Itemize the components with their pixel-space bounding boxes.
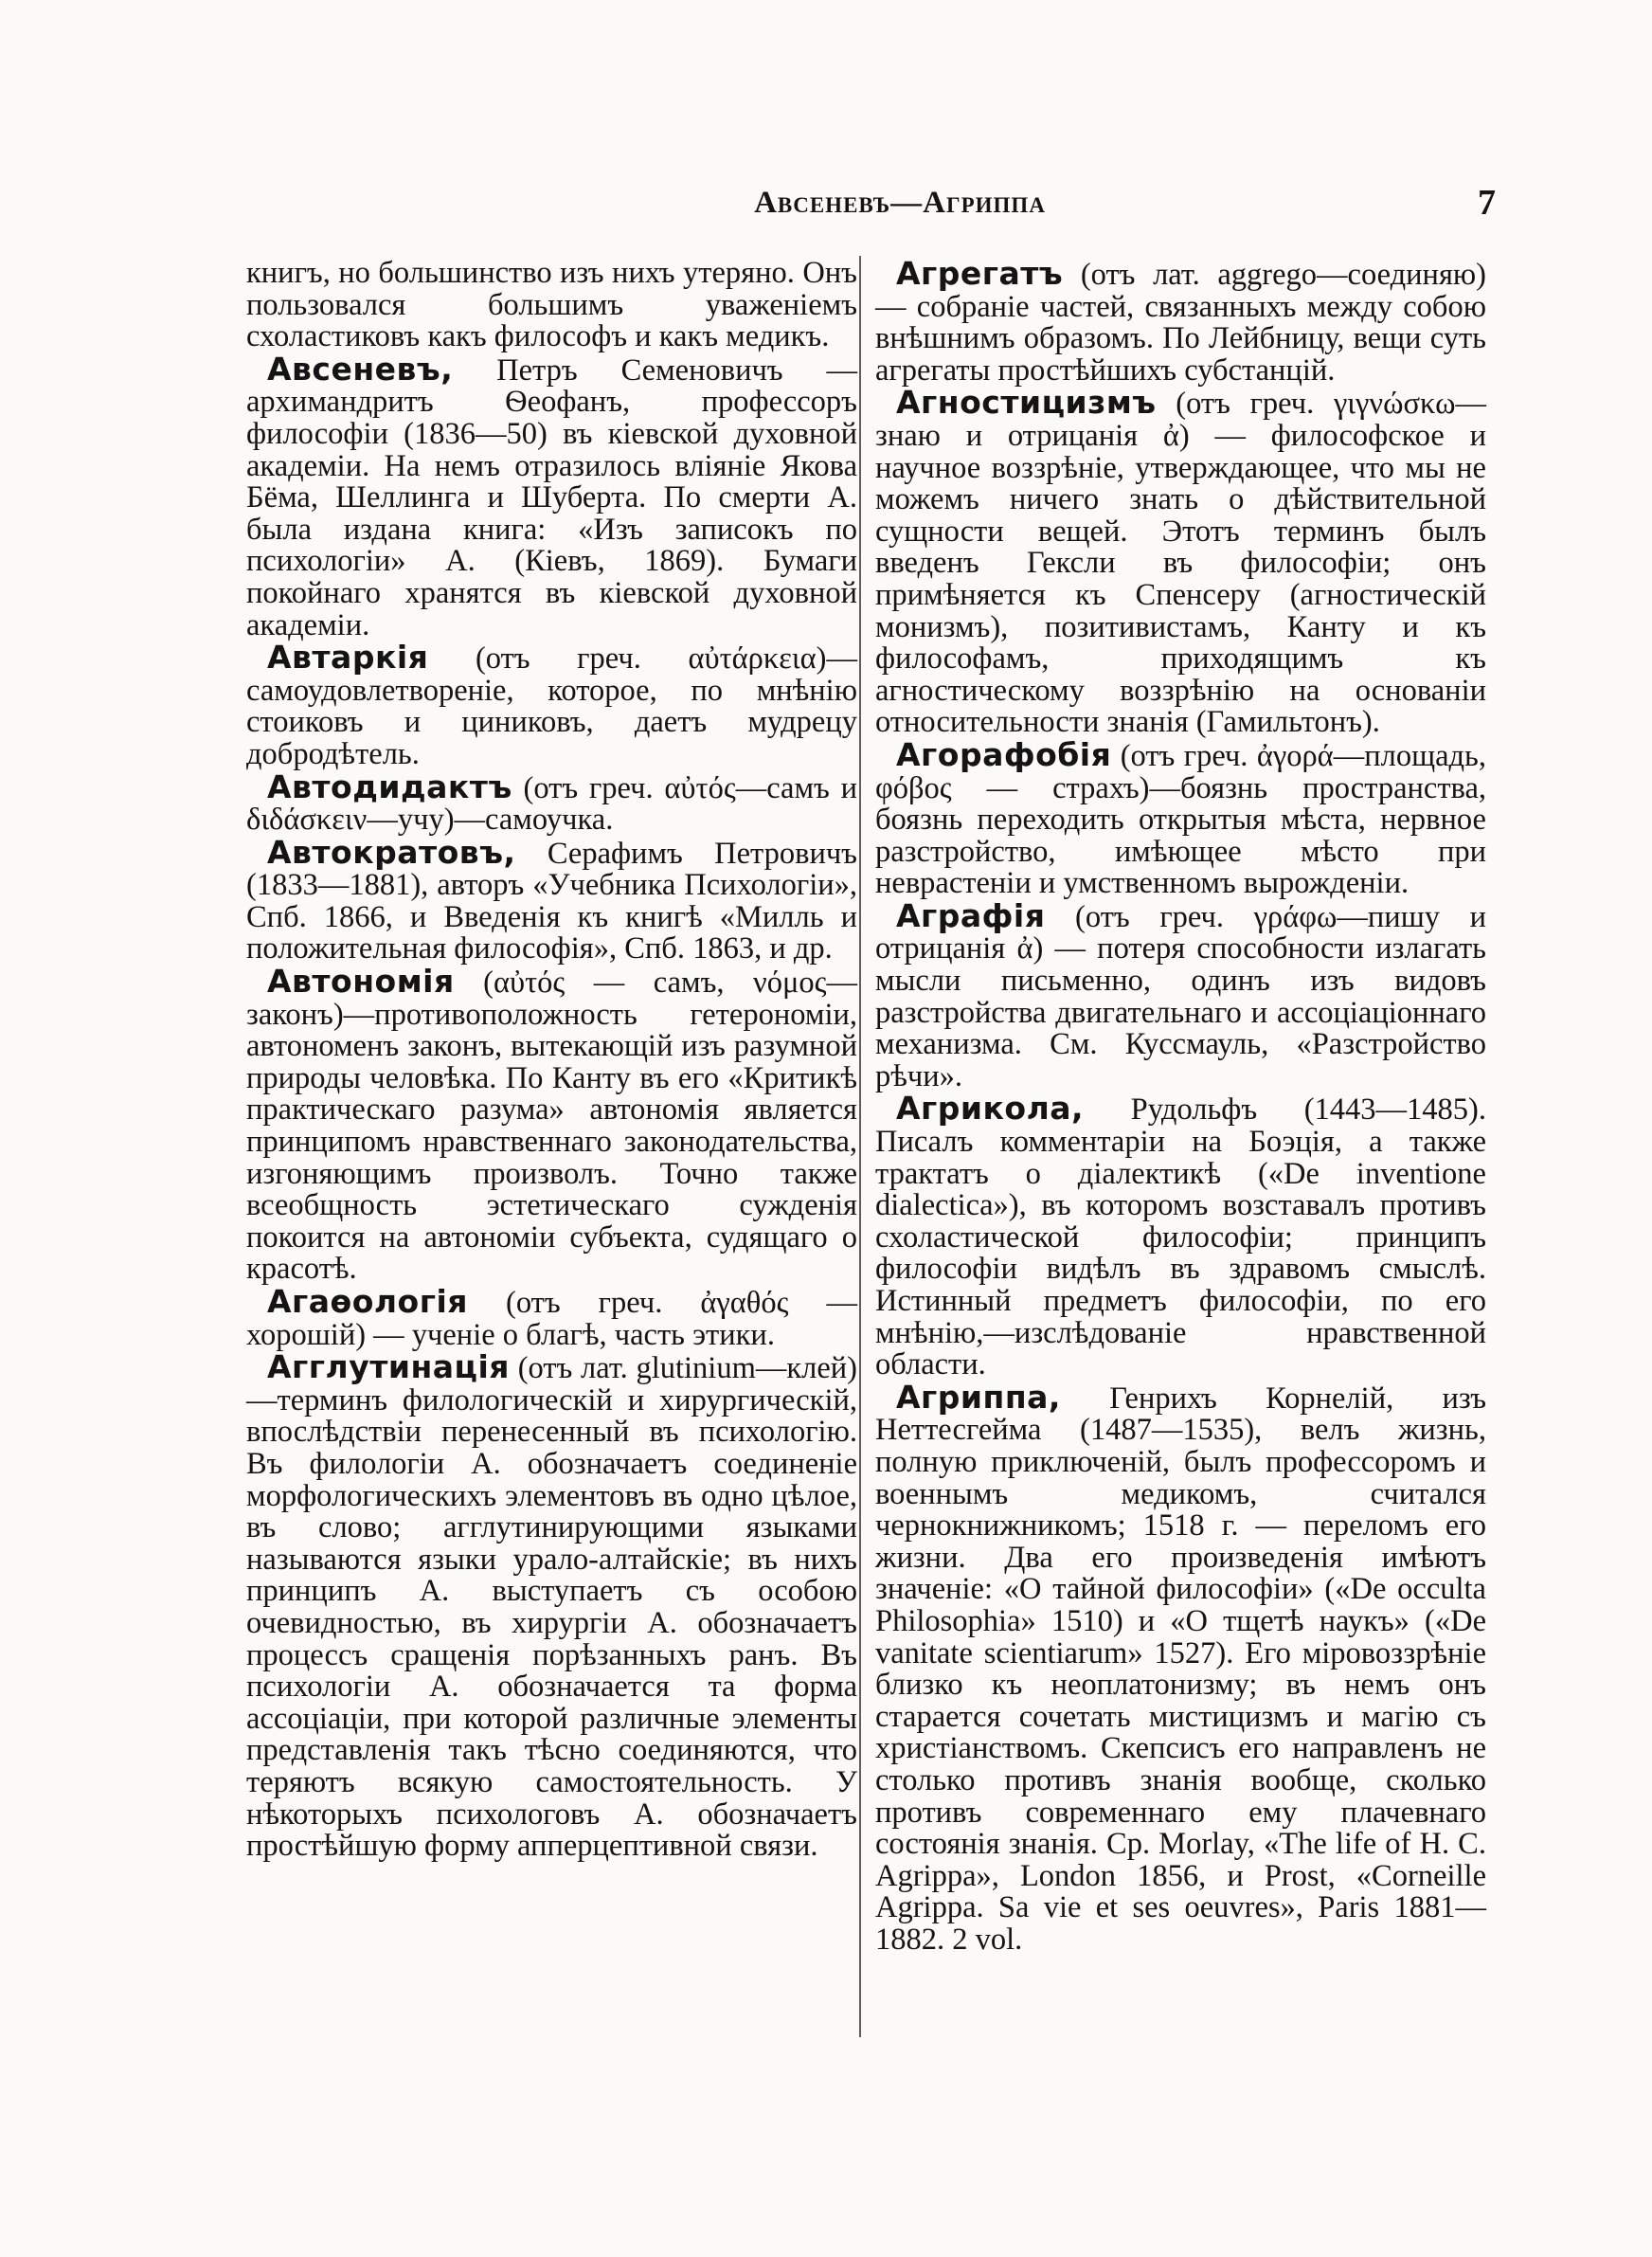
entry-text: (отъ греч. γράφω—пишу и отрицанія ἀ) — потеря способности излагать мысли письменно, одинъ изъ видовъ разстройства двигательнаго и ассоціаціоннаго механизма. См. Куссмауль, «Разстройство рѣчи». <box>875 899 1486 1093</box>
entry-text: (отъ греч. αὐτάρκεια)—самоудовлетвореніе, которое, по мнѣнію стоиковъ и циниковъ, даетъ мудрецу добродѣтель. <box>246 641 857 771</box>
page-number: 7 <box>1478 183 1496 223</box>
entry-text: (отъ греч. γιγνώσκω—знаю и отрицанія ἀ) — философское и научное воззрѣніе, утверждающее, что мы не можемъ ничего знать о дѣйствительной сущности вещей. Этотъ терминъ былъ введенъ Гексли въ философіи; онъ примѣняется къ Спенсеру (агностическій монизмъ), позитивистамъ, Канту и къ философамъ, приходящимъ къ агностическому воззрѣнію на основаніи относительности знанія (Гамильтонъ). <box>875 387 1486 740</box>
entry-text: (αὐτός — самъ, νόμος—законъ)—противоположность гетерономіи, автономенъ законъ, вытекающій изъ разумной природы человѣка. По Канту въ его «Критикѣ практическаго разума» автономія является принципомъ нравственнаго законодательства, изгоняющимъ произволъ. Точно также всеобщность эстетическаго сужденія покоится на автономіи субъекта, судящаго о красотѣ. <box>246 966 857 1287</box>
headword: Автономія <box>267 963 455 1001</box>
column-divider <box>859 256 861 2037</box>
entry-text: Генрихъ Корнелій, изъ Неттесгейма (1487—1535), велъ жизнь, полную приключеній, былъ профессоромъ и военнымъ медикомъ, считался чернокнижникомъ; 1518 г. — переломъ его жизни. Два его произведенія имѣютъ значеніе: «О тайной философіи» («De occulta Philosophia» 1510) и «О тщетѣ наукъ» («De vanitate scientiarum» 1527). Его міровоззрѣніе близко къ неоплатонизму; въ немъ онъ старается сочетать мистицизмъ и магію съ христіанствомъ. Скепсисъ его направленъ не столько противъ знанія вообще, сколько противъ современнаго ему плачевнаго состоянія знанія. Cp. Morlay, «The life of H. C. Agrippa», London 1856, и Prost, «Corneille Agrippa. Sa vie et ses oeuvres», Paris 1881—1882. 2 vol. <box>875 1381 1486 1957</box>
entry-text: (отъ лат. glutinium—клей)—терминъ филологическій и хирургическій, впослѣдствіи перенесенный въ психологію. Въ филологіи А. обозначаетъ соединеніе морфологическихъ элементовъ въ одно цѣлое, въ слово; агглутинирующими языками называются языки урало-алтайскіе; въ нихъ принципъ А. выступаетъ съ особою очевидностью, въ хирургіи А. обозначаетъ процессъ сращенія порѣзанныхъ ранъ. Въ психологіи А. обозначается та форма ассоціаціи, при которой различные элементы представленія такъ тѣсно соединяются, что теряютъ всякую самостоятельность. У нѣкоторыхъ психологовъ А. обозначаетъ простѣйшую форму апперцептивной связи. <box>246 1351 857 1864</box>
entry-agrippa <box>875 1378 1486 1957</box>
left-column <box>246 258 857 1863</box>
headword: Агаѳологія <box>267 1283 468 1320</box>
entry-continuation <box>246 258 857 353</box>
entry-text: (отъ лат. aggrego—соединяю) — собраніе частей, связанныхъ между собою внѣшнимъ образомъ. По Лейбницу, вещи суть агрегаты простѣйшихъ субстанцій. <box>875 258 1486 388</box>
entry-avtodidakt <box>246 767 857 838</box>
entry-text: Серафимъ Петровичъ (1833—1881), авторъ «Учебника Психологіи», Спб. 1866, и Введенія къ книгѣ «Милль и положительная философія», Спб. 1863, и др. <box>246 836 857 966</box>
entry-avtokratov <box>246 833 857 966</box>
entry-agrikola <box>875 1092 1486 1381</box>
entry-agathologia <box>246 1283 857 1352</box>
headword: Автаркія <box>267 639 429 677</box>
entry-agrafia <box>875 896 1486 1093</box>
headword: Авсеневъ, <box>267 350 454 388</box>
entry-text: (отъ греч. αὐτός—самъ и διδάσκειν—учу)—самоучка. <box>246 770 857 838</box>
entry-agregat <box>875 255 1486 388</box>
entry-avsenev <box>246 350 857 642</box>
headword: Автодидактъ <box>267 767 512 805</box>
headword: Агглутинація <box>267 1348 510 1386</box>
right-column <box>875 255 1486 1957</box>
entry-text: Рудольфъ (1443—1485). Писалъ комментаріи на Боэція, а также трактатъ о діалектикѣ («De inventione dialectica»), въ которомъ возставалъ противъ схоластической философіи; принципъ философіи видѣлъ въ здравомъ смыслѣ. Истинный предметъ философіи, по его мнѣнію,—изслѣдованіе нравственной области. <box>875 1092 1486 1382</box>
entry-text: книгъ, но большинство изъ нихъ утеряно. Онъ пользовался большимъ уваженіемъ схоластиковъ какъ философъ и какъ медикъ. <box>246 256 857 354</box>
entry-agnostitsizm <box>875 384 1486 740</box>
headword: Агриппа, <box>896 1378 1061 1416</box>
entry-avtarkia <box>246 641 857 770</box>
headword: Агностицизмъ <box>896 384 1157 422</box>
headword: Агорафобія <box>896 735 1112 773</box>
headword: Аграфія <box>896 896 1046 934</box>
entry-text: (отъ греч. ἀγαθός — хорошій) — ученіе о благѣ, часть этики. <box>246 1286 857 1352</box>
headword: Агрикола, <box>896 1090 1085 1128</box>
entry-avtonomia <box>246 963 857 1287</box>
headword: Автократовъ, <box>267 833 516 871</box>
entry-agorafobia <box>875 735 1486 901</box>
entry-text: (отъ греч. ἀγορά—площадь, φόβος — страхъ)—боязнь пространства, боязнь переходить открытыя мѣста, нервное разстройство, имѣющее мѣсто при неврастеніи и умственномъ вырожденіи. <box>875 738 1486 901</box>
running-title: Авсеневъ—Агриппа <box>754 186 1046 220</box>
entry-agglutinatsia <box>246 1348 857 1864</box>
headword: Агрегатъ <box>896 255 1064 292</box>
entry-text: Петръ Семеновичъ — архимандритъ Ѳеофанъ, профессоръ философіи (1836—50) въ кіевской духовной академіи. На немъ отразилось вліяніе Якова Бёма, Шеллинга и Шуберта. По смерти А. была издана книга: «Изъ записокъ по психологіи» А. (Кіевъ, 1869). Бумаги покойнаго хранятся въ кіевской духовной академіи. <box>246 352 857 642</box>
